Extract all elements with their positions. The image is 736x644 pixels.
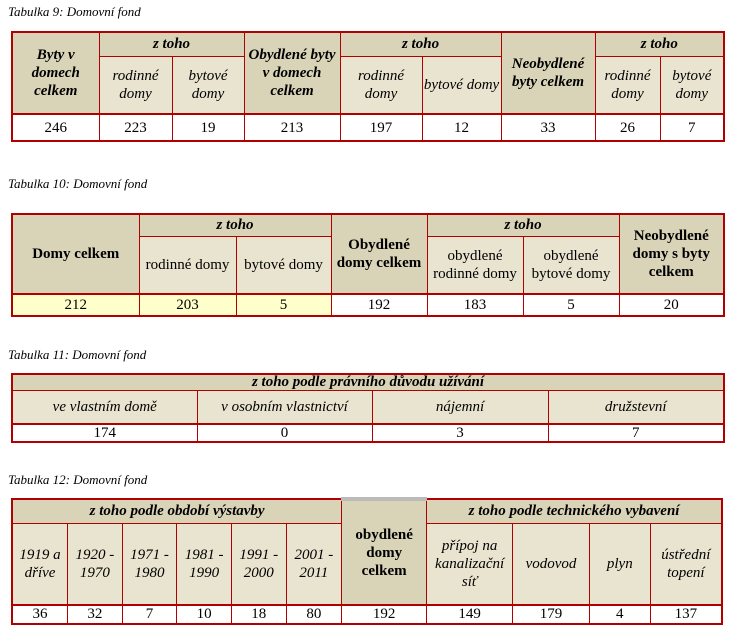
table-cell: 174 — [12, 424, 197, 442]
header-plyn: plyn — [589, 523, 650, 605]
table11-caption: Tabulka 11: Domovní fond — [8, 347, 147, 362]
header-vodovod: vodovod — [513, 523, 590, 605]
header-period: 1920 - 1970 — [68, 523, 123, 605]
header-z-toho: z toho — [340, 32, 501, 56]
table-cell: 10 — [177, 605, 232, 624]
header-z-toho: z toho — [427, 214, 619, 236]
table12-caption: Tabulka 12: Domovní fond — [8, 472, 148, 487]
table-cell: 7 — [122, 605, 177, 624]
table-cell: 192 — [342, 605, 427, 624]
header-technicke-vybaveni: z toho podle technického vybavení — [427, 499, 722, 523]
table-cell: 7 — [660, 114, 724, 141]
header-byty-celkem: Byty v domech celkem — [12, 32, 99, 114]
header-neobydlene-domy: Neobydlené domy s byty celkem — [619, 214, 724, 294]
table-cell: 212 — [12, 294, 139, 316]
header-obydlene-bytove-domy: obydlené bytové domy — [523, 236, 619, 294]
table-cell: 4 — [589, 605, 650, 624]
header-rodinne-domy: rodinné domy — [99, 56, 172, 114]
header-period: 1981 - 1990 — [177, 523, 232, 605]
table-cell: 5 — [523, 294, 619, 316]
header-pravni-duvod: z toho podle právního důvodu užívání — [12, 374, 724, 391]
table11 — [11, 373, 725, 443]
header-obdobi-vystavby: z toho podle období výstavby — [12, 499, 342, 523]
header-bytove-domy: bytové domy — [422, 56, 501, 114]
table-cell: 7 — [548, 424, 724, 442]
table9 — [11, 31, 725, 142]
header-bytove-domy: bytové domy — [172, 56, 244, 114]
header-rodinne-domy: rodinné domy — [340, 56, 422, 114]
table-cell: 5 — [236, 294, 331, 316]
table-cell: 36 — [12, 605, 68, 624]
table-cell: 192 — [331, 294, 427, 316]
header-z-toho: z toho — [139, 214, 331, 236]
table-cell: 137 — [650, 605, 722, 624]
header-period: 1991 - 2000 — [231, 523, 286, 605]
table-cell: 26 — [595, 114, 660, 141]
header-ve-vlastnim-dome: ve vlastním domě — [12, 391, 197, 424]
table-cell: 3 — [372, 424, 548, 442]
header-rodinne-domy: rodinné domy — [139, 236, 236, 294]
header-period: 1919 a dříve — [12, 523, 68, 605]
header-pripoj-kanalizace: přípoj na kanalizační síť — [427, 523, 513, 605]
header-period: 1971 - 1980 — [122, 523, 177, 605]
table-cell: 80 — [286, 605, 342, 624]
table10-caption: Tabulka 10: Domovní fond — [8, 176, 148, 191]
header-z-toho: z toho — [99, 32, 244, 56]
header-period: 2001 - 2011 — [286, 523, 342, 605]
table-cell: 179 — [513, 605, 590, 624]
header-obydlene-domy: Obydlené domy celkem — [331, 214, 427, 294]
header-najemni: nájemní — [372, 391, 548, 424]
table-cell: 19 — [172, 114, 244, 141]
table9-caption: Tabulka 9: Domovní fond — [8, 4, 141, 19]
table-cell: 18 — [231, 605, 286, 624]
table-cell: 32 — [68, 605, 123, 624]
header-bytove-domy: bytové domy — [236, 236, 331, 294]
table-cell: 0 — [197, 424, 372, 442]
table-cell: 223 — [99, 114, 172, 141]
header-druzstevni: družstevní — [548, 391, 724, 424]
table-cell: 12 — [422, 114, 501, 141]
header-obydlene-byty: Obydlené byty v domech celkem — [244, 32, 340, 114]
table-cell: 197 — [340, 114, 422, 141]
header-domy-celkem: Domy celkem — [12, 214, 139, 294]
header-neobydlene-byty: Neobydlené byty celkem — [501, 32, 595, 114]
header-z-toho: z toho — [595, 32, 724, 56]
table-cell: 183 — [427, 294, 523, 316]
table-cell: 33 — [501, 114, 595, 141]
header-ustredni-topeni: ústřední topení — [650, 523, 722, 605]
table-cell: 213 — [244, 114, 340, 141]
table10 — [11, 213, 725, 317]
table-cell: 203 — [139, 294, 236, 316]
header-obydlene-domy: obydlené domy celkem — [342, 499, 427, 605]
table12 — [11, 497, 723, 625]
header-v-osobnim-vlastnictvi: v osobním vlastnictví — [197, 391, 372, 424]
header-obydlene-rodinne-domy: obydlené rodinné domy — [427, 236, 523, 294]
table-cell: 149 — [427, 605, 513, 624]
table-cell: 20 — [619, 294, 724, 316]
header-bytove-domy: bytové domy — [660, 56, 724, 114]
table-cell: 246 — [12, 114, 99, 141]
header-rodinne-domy: rodinné domy — [595, 56, 660, 114]
